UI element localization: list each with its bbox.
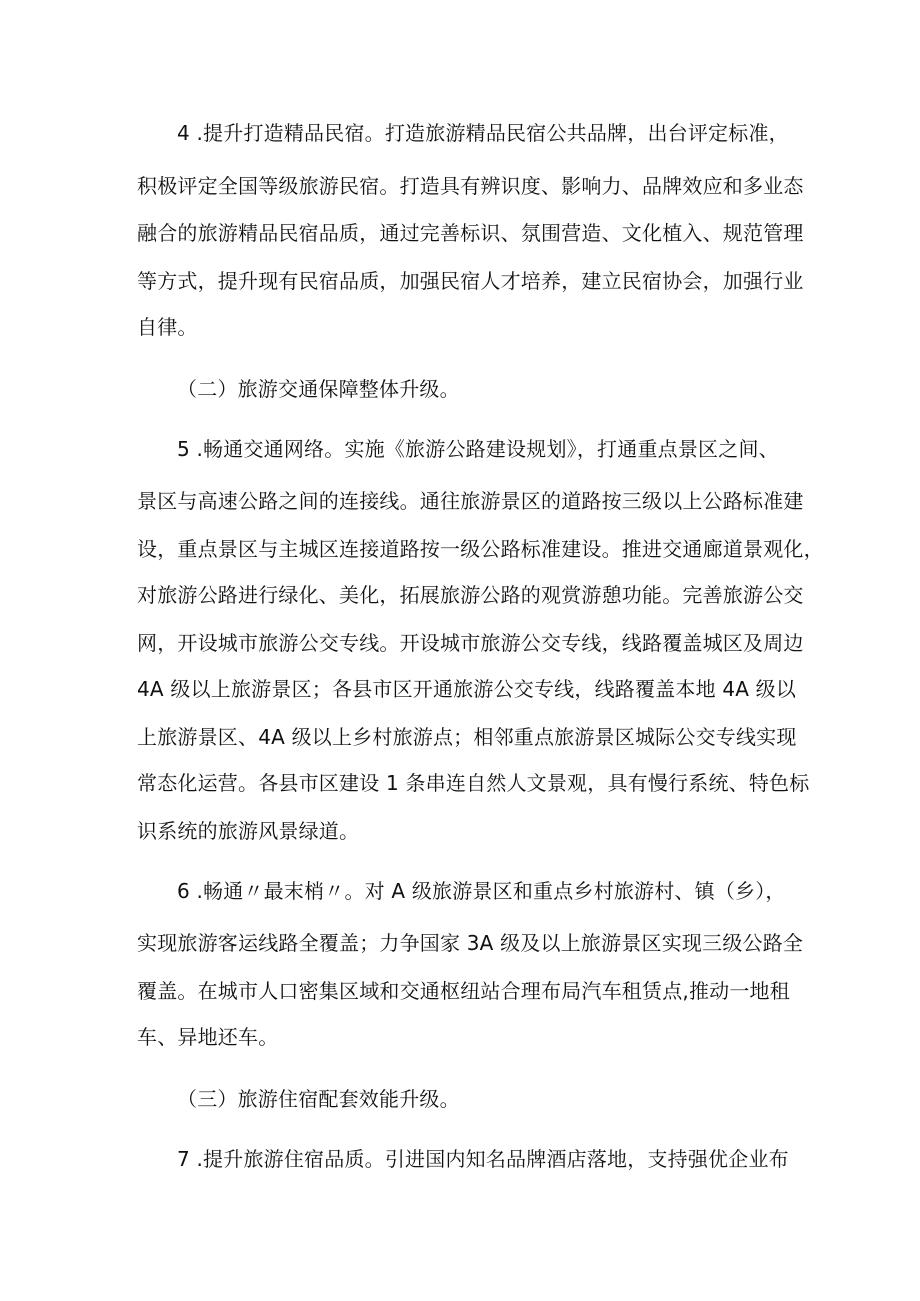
paragraph-5-line-4: 对旅游公路进行绿化、美化，拓展旅游公路的观赏游憩功能。完善旅游公交 — [137, 583, 804, 607]
paragraph-4-line-4: 等方式，提升现有民宿品质，加强民宿人才培养，建立民宿协会，加强行业 — [137, 269, 804, 293]
paragraph-4-line-5: 自律。 — [137, 315, 198, 339]
paragraph-4-line-1: 4 .提升打造精品民宿。打造旅游精品民宿公共品牌，出台评定标准， — [177, 121, 789, 145]
paragraph-6-line-3: 覆盖。在城市人口密集区域和交通枢纽站合理布局汽车租赁点,推动一地租 — [137, 979, 790, 1003]
paragraph-5-line-6: 4A 级以上旅游景区；各县市区开通旅游公交专线，线路覆盖本地 4A 级以 — [137, 677, 797, 701]
paragraph-4-line-3: 融合的旅游精品民宿品质，通过完善标识、氛围营造、文化植入、规范管理 — [137, 221, 804, 245]
paragraph-5-line-7: 上旅游景区、4A 级以上乡村旅游点；相邻重点旅游景区城际公交专线实现 — [137, 725, 797, 749]
section-heading-2: （二）旅游交通保障整体升级。 — [177, 377, 460, 401]
paragraph-7-line-1: 7 .提升旅游住宿品质。引进国内知名品牌酒店落地，支持强优企业布 — [177, 1147, 789, 1171]
paragraph-5-line-5: 网，开设城市旅游公交专线。开设城市旅游公交专线，线路覆盖城区及周边 — [137, 631, 804, 655]
paragraph-5-line-9: 识系统的旅游风景绿道。 — [137, 819, 360, 843]
paragraph-5-line-3: 设，重点景区与主城区连接道路按一级公路标准建设。推进交通廊道景观化， — [137, 537, 824, 561]
paragraph-5-line-2: 景区与高速公路之间的连接线。通往旅游景区的道路按三级以上公路标准建 — [137, 489, 804, 513]
paragraph-6-line-2: 实现旅游客运线路全覆盖；力争国家 3A 级及以上旅游景区实现三级公路全 — [137, 931, 804, 955]
paragraph-4-line-2: 积极评定全国等级旅游民宿。打造具有辨识度、影响力、品牌效应和多业态 — [137, 174, 804, 198]
paragraph-5-line-8: 常态化运营。各县市区建设 1 条串连自然人文景观，具有慢行系统、特色标 — [137, 771, 810, 795]
paragraph-6-line-4: 车、异地还车。 — [137, 1025, 279, 1049]
paragraph-5-line-1: 5 .畅通交通网络。实施《旅游公路建设规划》，打通重点景区之间、 — [177, 437, 779, 461]
section-heading-3: （三）旅游住宿配套效能升级。 — [177, 1087, 460, 1111]
paragraph-6-line-1: 6 .畅通〃最末梢〃。对 A 级旅游景区和重点乡村旅游村、镇（乡）， — [177, 879, 786, 903]
